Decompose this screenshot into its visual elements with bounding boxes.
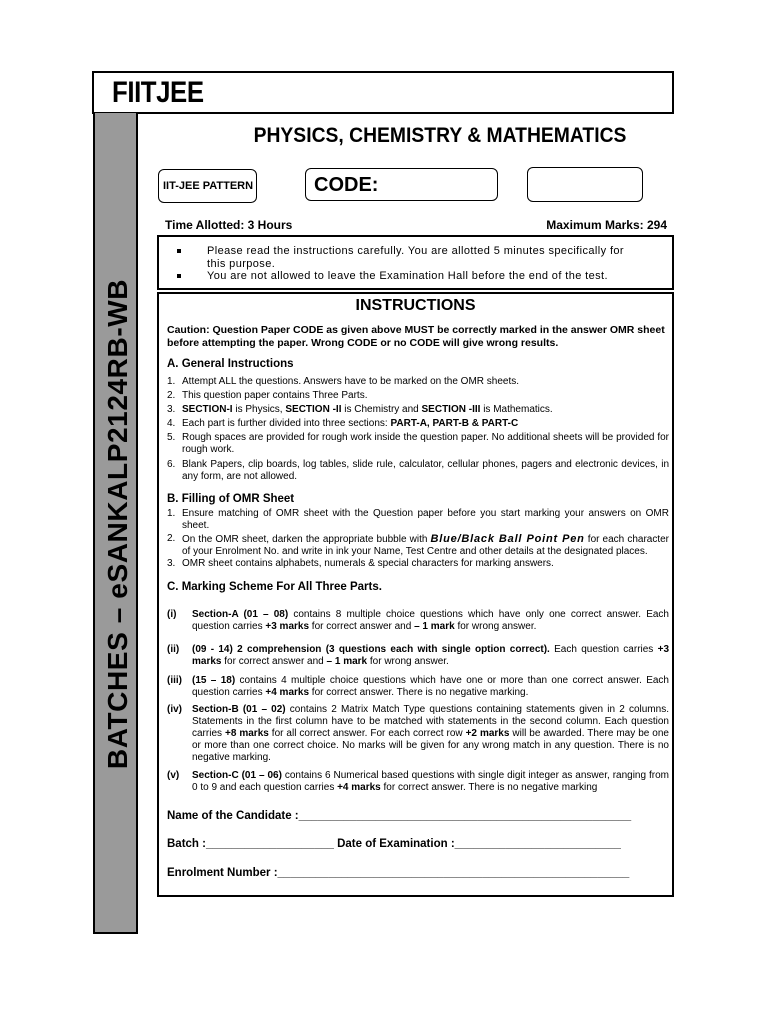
list-item	[167, 508, 669, 532]
notice-box	[157, 235, 674, 290]
text-run: This question paper contains Three Parts.	[182, 390, 368, 401]
marking-item	[167, 770, 669, 794]
section-b-heading: B. Filling of OMR Sheet	[167, 493, 295, 505]
text-run: Each part is further divided into three sections:	[182, 418, 391, 429]
item-text	[192, 609, 669, 633]
item-number: (i)	[167, 609, 177, 620]
marking-item	[167, 644, 669, 668]
item-number: 1.	[167, 508, 176, 519]
text-run: PART-A, PART-B & PART-C	[390, 418, 519, 429]
item-number: (iv)	[167, 704, 182, 715]
item-number: 2.	[167, 533, 176, 544]
page-title: PHYSICS, CHEMISTRY & MATHEMATICS	[253, 124, 627, 147]
batch-sidebar	[93, 113, 138, 934]
text-run: for correct answer and	[221, 656, 327, 667]
marking-item	[167, 675, 669, 699]
text-run: Each question carries	[549, 644, 658, 655]
text-run: SECTION -III	[421, 404, 481, 415]
text-run: +3 marks	[265, 621, 310, 632]
item-text	[182, 376, 669, 388]
text-run: +4 marks	[337, 782, 381, 793]
text-run: Attempt ALL the questions. Answers have to be marked on the OMR sheets.	[182, 376, 520, 387]
list-item	[167, 459, 669, 483]
text-run: for each character of your Enrolment No. and write in ink your Name, Test Centre and other details at the designated places.	[182, 534, 670, 557]
item-text	[182, 459, 669, 483]
batch-date-field: Batch :____________________ Date of Examination :__________________________	[167, 838, 621, 850]
list-item	[167, 404, 669, 416]
marking-item	[167, 704, 669, 764]
item-text	[182, 508, 669, 532]
bullet-icon	[177, 249, 181, 253]
item-number: (ii)	[167, 644, 180, 655]
item-number: (v)	[167, 770, 180, 781]
list-item	[167, 390, 669, 402]
item-number: (iii)	[167, 675, 182, 686]
list-item	[167, 558, 669, 570]
text-run: Blank Papers, clip boards, log tables, slide rule, calculator, cellular phones, pagers and electronic devices, in any form, are not allowed.	[182, 459, 669, 482]
text-run: for correct answer. There is no negative marking.	[309, 687, 529, 698]
text-run: for wrong answer.	[367, 656, 449, 667]
item-text	[182, 432, 669, 456]
text-run: is Mathematics.	[480, 404, 553, 415]
item-text	[182, 533, 669, 558]
marking-item	[167, 609, 669, 633]
batch-code-label: BATCHES – eSANKALP2124RB-WB	[102, 278, 133, 770]
item-text	[192, 675, 669, 699]
list-item	[167, 533, 669, 558]
item-number: 5.	[167, 432, 176, 443]
instructions-title: INSTRUCTIONS	[355, 297, 476, 314]
text-run: OMR sheet contains alphabets, numerals & special characters for marking answers.	[182, 558, 554, 569]
item-number: 4.	[167, 418, 176, 429]
list-item	[167, 432, 669, 456]
notice-line: You are not allowed to leave the Examination Hall before the end of the test.	[207, 270, 608, 282]
text-run: SECTION -II	[285, 404, 342, 415]
header-box	[92, 71, 674, 114]
list-item	[167, 376, 669, 388]
text-run: will be awarded. There may be one or more than one correct choice. No marks will be given for any wrong match in any question. There is no negative marking.	[192, 728, 669, 763]
item-number: 1.	[167, 376, 176, 387]
item-text	[182, 558, 669, 570]
notice-line: this purpose.	[207, 258, 276, 270]
fiitjee-logo: FIITJEE	[112, 76, 204, 109]
text-run: contains 2 Matrix Match Type questions containing statements given in 2 columns. Statements in the first column have to be matched with statements in the second column. Each question carries	[192, 704, 669, 739]
text-run: +2 marks	[465, 728, 510, 739]
enrolment-number-field: Enrolment Number :_______________________________________________________	[167, 867, 630, 879]
text-run: Section-B (01 – 02)	[192, 704, 286, 715]
code-box: CODE:	[305, 168, 498, 201]
text-run: +4 marks	[265, 687, 310, 698]
maximum-marks: Maximum Marks: 294	[546, 218, 667, 232]
text-run: Section-A (01 – 08)	[192, 609, 289, 620]
list-item	[167, 418, 669, 430]
item-number: 3.	[167, 404, 176, 415]
time-allotted: Time Allotted: 3 Hours	[165, 218, 293, 232]
text-run: is Chemistry and	[341, 404, 422, 415]
text-run: for correct answer. There is no negative marking	[380, 782, 598, 793]
text-run: (15 – 18)	[192, 675, 236, 686]
text-run: – 1 mark	[326, 656, 368, 667]
text-run: is Physics,	[232, 404, 286, 415]
text-run: for wrong answer.	[454, 621, 537, 632]
section-a-heading: A. General Instructions	[167, 358, 294, 370]
bullet-icon	[177, 274, 181, 278]
text-run: On the OMR sheet, darken the appropriate bubble with	[182, 534, 431, 545]
section-c-heading: C. Marking Scheme For All Three Parts.	[167, 581, 382, 593]
item-number: 3.	[167, 558, 176, 569]
instructions-box	[157, 292, 674, 897]
text-run: SECTION-I	[182, 404, 233, 415]
notice-line: Please read the instructions carefully. You are allotted 5 minutes specifically for	[207, 245, 624, 257]
item-text	[182, 390, 669, 402]
item-text	[192, 644, 669, 668]
caution-text: Caution: Question Paper CODE as given above MUST be correctly marked in the answer OMR sheet before attempting the paper. Wrong CODE or no CODE will give wrong results.	[167, 324, 665, 349]
text-run: contains 4 multiple choice questions which have one or more than one correct answer. Each question carries	[192, 675, 669, 698]
item-number: 6.	[167, 459, 176, 470]
item-text	[182, 404, 669, 416]
text-run: Section-C (01 – 06)	[192, 770, 282, 781]
text-run: contains 6 Numerical based questions with single digit integer as answer, ranging from 0 to 9 and each question carries	[192, 770, 669, 793]
text-run: contains 8 multiple choice questions which have only one correct answer. Each question carries	[192, 609, 669, 632]
text-run: +8 marks	[224, 728, 269, 739]
item-text	[192, 770, 669, 794]
text-run: – 1 mark	[414, 621, 455, 632]
text-run: Rough spaces are provided for rough work inside the question paper. No additional sheets will be provided for rough work.	[182, 432, 669, 455]
code-entry-box	[527, 167, 643, 202]
text-run: for all correct answer. For each correct row	[268, 728, 466, 739]
text-run: Ensure matching of OMR sheet with the Question paper before you start marking your answers on OMR sheet.	[182, 508, 669, 531]
item-text	[192, 704, 669, 764]
item-number: 2.	[167, 390, 176, 401]
text-run: for correct answer and	[309, 621, 415, 632]
item-text	[182, 418, 669, 430]
text-run: +3 marks	[192, 644, 670, 667]
pattern-box: IIT-JEE PATTERN	[158, 169, 257, 203]
text-run: Blue/Black Ball Point Pen	[430, 533, 585, 545]
text-run: (09 - 14) 2 comprehension (3 questions each with single option correct).	[192, 644, 550, 655]
candidate-name-field: Name of the Candidate :____________________________________________________	[167, 810, 632, 822]
